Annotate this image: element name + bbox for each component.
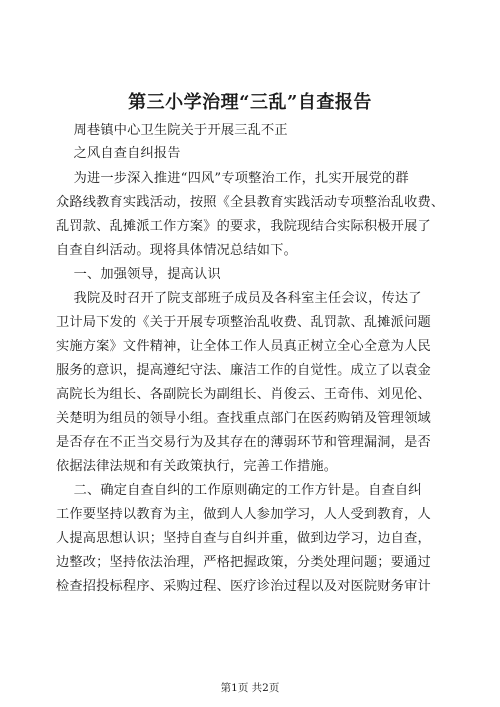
body-line: 众路线教育实践活动，按照《全县教育实践活动专项整治乱收费、: [56, 195, 445, 210]
body-line: 高院长为组长、各副院长为副组长、肖俊云、王奇伟、刘见伦、: [56, 387, 431, 402]
section-heading: 二、确定自查自纠的工作原则确定的工作方针是。自查自纠: [56, 483, 422, 498]
body-line: 为进一步深入推进“四风”专项整治工作，扎实开展党的群: [56, 171, 409, 186]
body-line: 是否存在不正当交易行为及其存在的薄弱环节和管理漏洞，是否: [56, 435, 431, 450]
body-line: 边整改；坚持依法治理，严格把握政策，分类处理问题；要通过: [56, 555, 431, 570]
document-title: 第三小学治理“三乱”自查报告: [128, 92, 372, 113]
body-line: 自查自纠活动。现将具体情况总结如下。: [56, 243, 297, 258]
body-line: 关楚明为组员的领导小组。查找重点部门在医药购销及管理领域: [56, 411, 431, 426]
body-line: 检查招投标程序、采购过程、医疗诊治过程以及对医院财务审计: [56, 579, 431, 594]
body-line: 人提高思想认识；坚持自查与自纠并重，做到边学习，边自查，: [56, 531, 431, 546]
body-line: 我院及时召开了院支部班子成员及各科室主任会议，传达了: [56, 291, 422, 306]
body-line: 依据法律法规和有关政策执行，完善工作措施。: [56, 459, 338, 474]
body-line: 工作要坚持以教育为主，做到人人参加学习，人人受到教育，人: [56, 507, 431, 522]
body-line: 周巷镇中心卫生院关于开展三乱不正: [56, 123, 288, 138]
page-footer: 第1页 共2页: [220, 682, 280, 694]
body-line: 卫计局下发的《关于开展专项整治乱收费、乱罚款、乱摊派问题: [56, 315, 431, 330]
body-line: 实施方案》文件精神，让全体工作人员真正树立全心全意为人民: [56, 339, 431, 354]
body-line: 之风自查自纠报告: [56, 146, 181, 161]
section-heading: 一、加强领导，提高认识: [56, 267, 221, 282]
body-line: 乱罚款、乱摊派工作方案》的要求，我院现结合实际积极开展了: [56, 219, 431, 234]
body-line: 服务的意识，提高遵纪守法、廉洁工作的自觉性。成立了以袁金: [56, 363, 431, 378]
